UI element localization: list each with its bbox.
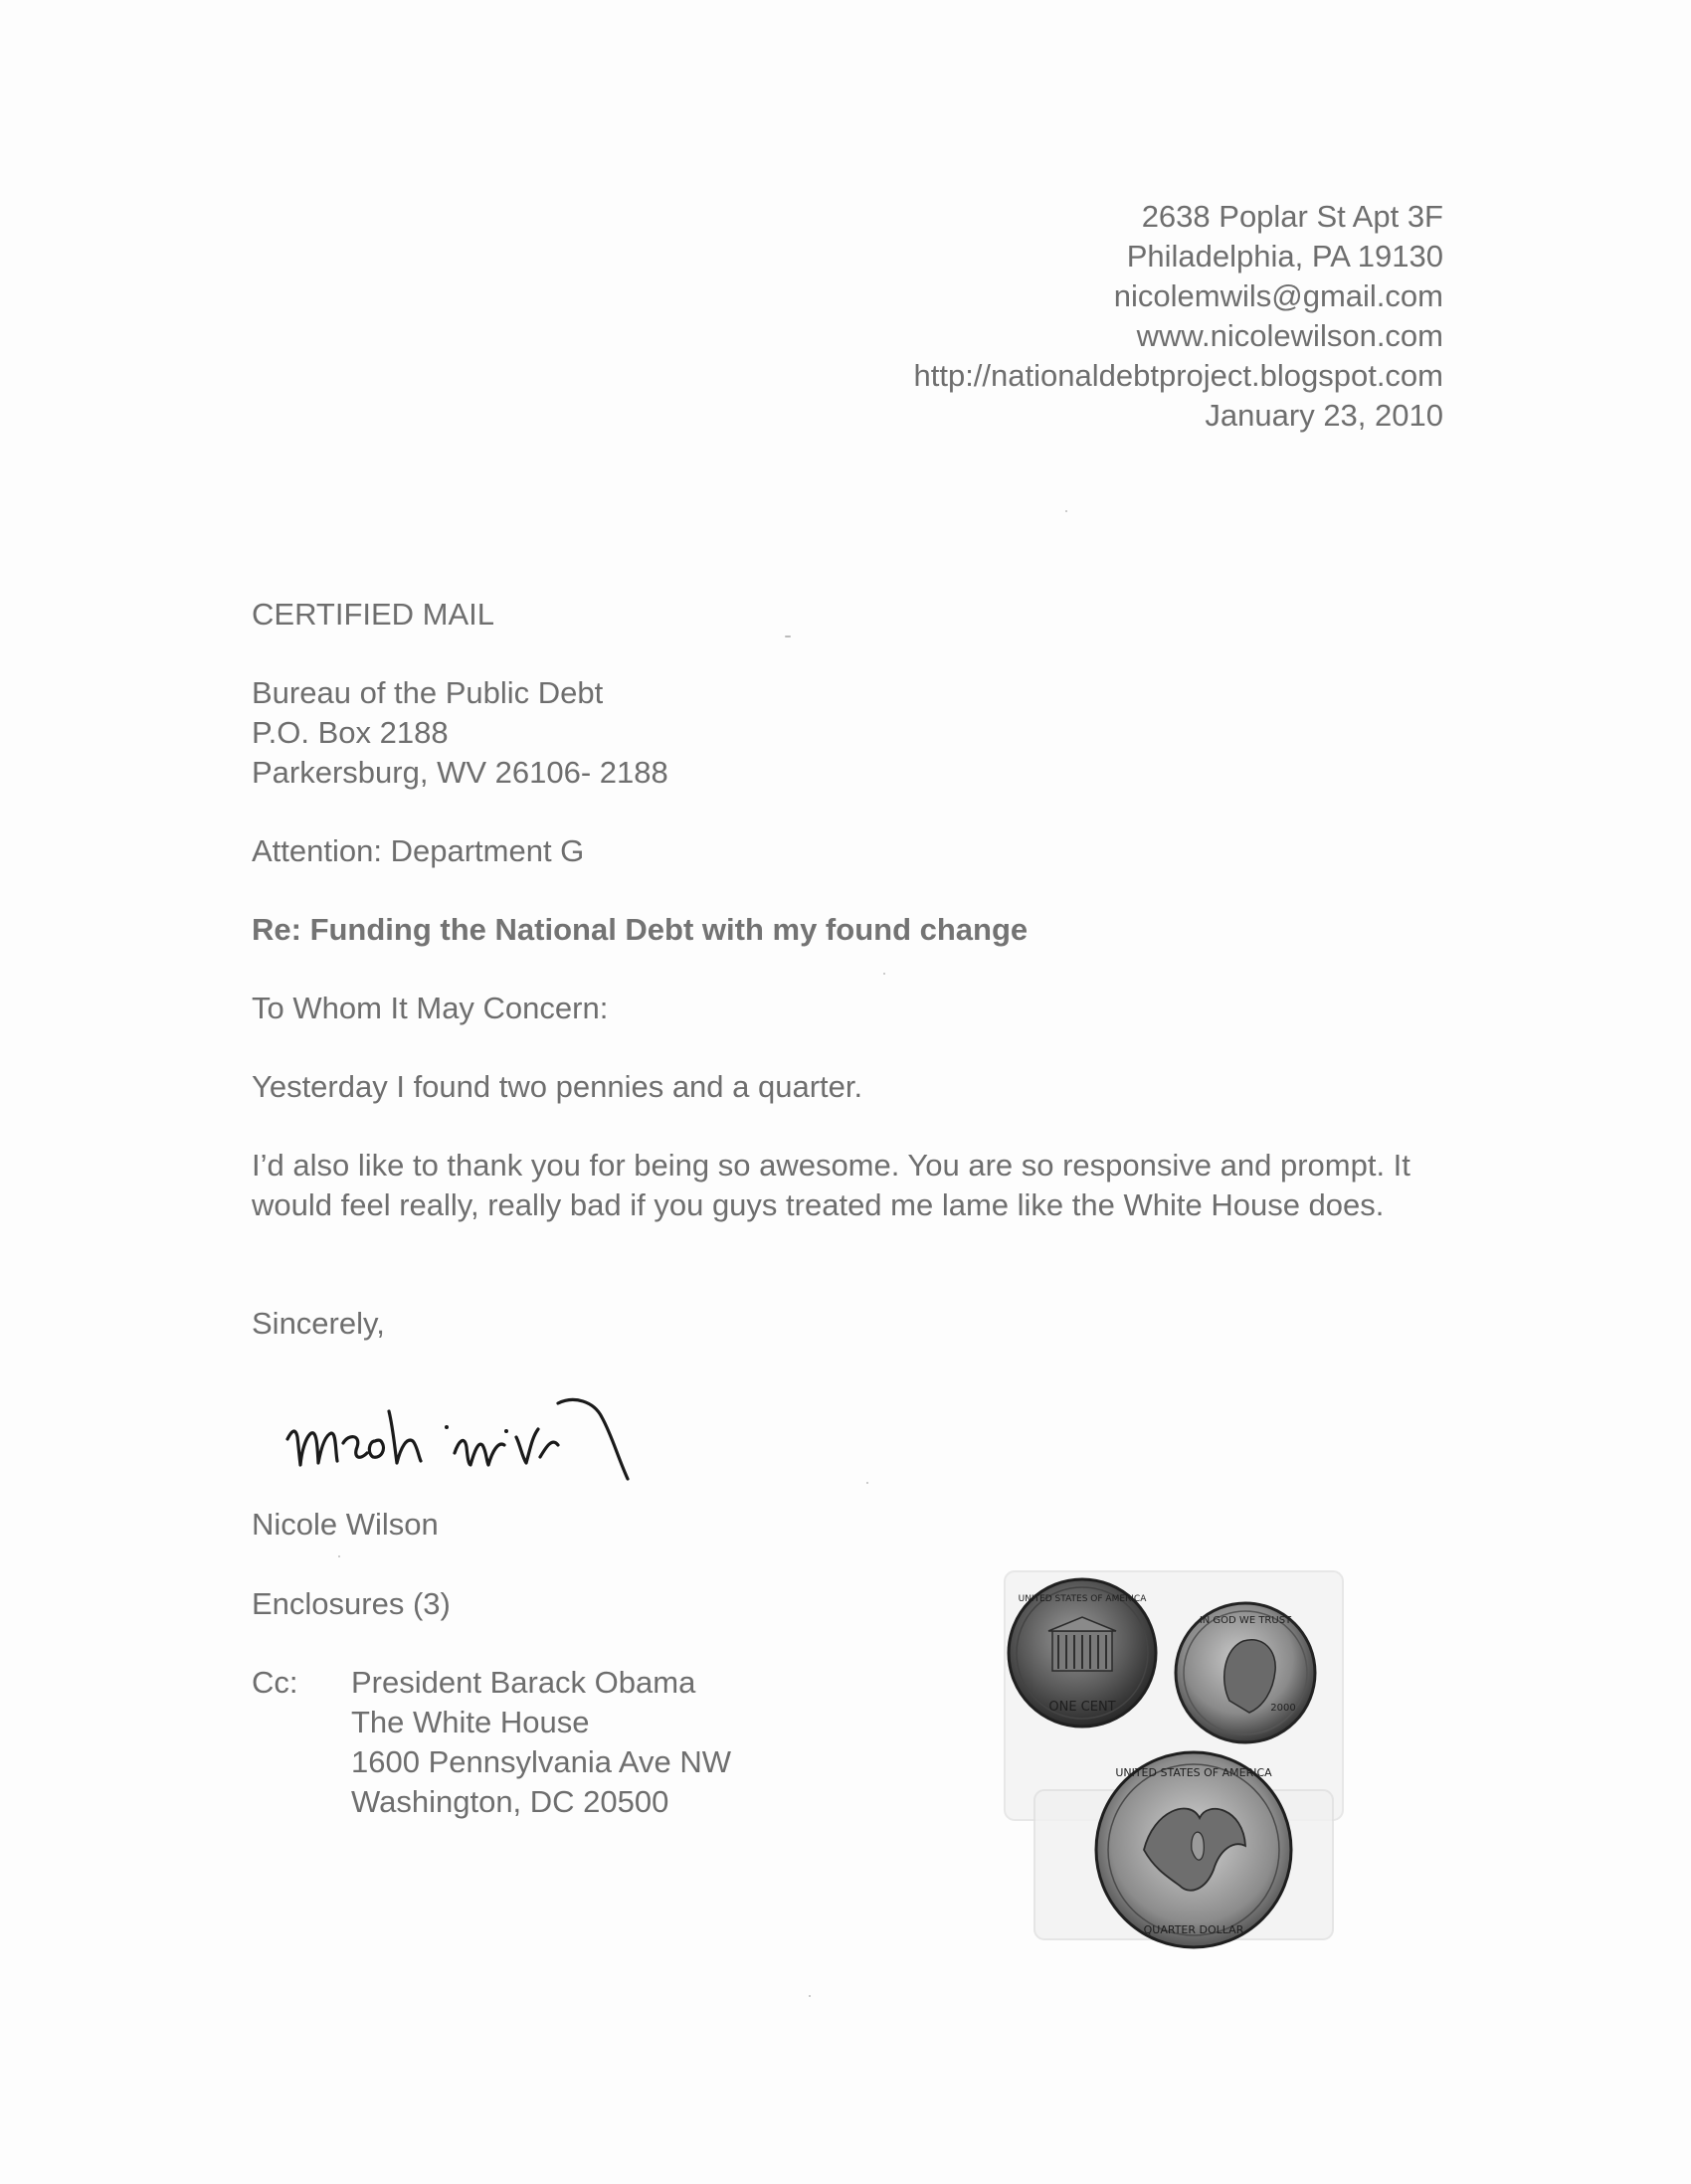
body-paragraph-2: I’d also like to thank you for being so awesome. You are so responsive and prompt. It would feel really, really bad if you guys treated me lame like the White House does. <box>252 1148 1410 1222</box>
delivery-method-block <box>252 595 494 635</box>
penny-reverse <box>1009 1579 1156 1727</box>
penny-obverse <box>1176 1603 1315 1742</box>
signer-block <box>252 1505 439 1545</box>
handwritten-signature <box>283 1387 721 1497</box>
salutation: To Whom It May Concern: <box>252 991 609 1025</box>
sender-street: 2638 Poplar St Apt 3F <box>1141 199 1443 234</box>
scan-speck <box>883 973 885 975</box>
closing-block <box>252 1304 385 1344</box>
subject-line: Re: Funding the National Debt with my found change <box>252 912 1029 947</box>
svg-text:ONE CENT: ONE CENT <box>1048 1700 1116 1715</box>
cc-line-2: The White House <box>351 1705 590 1739</box>
sender-city: Philadelphia, PA 19130 <box>1126 239 1443 273</box>
svg-text:2000: 2000 <box>1270 1703 1296 1714</box>
taped-coins <box>995 1551 1353 1969</box>
enclosures-line: Enclosures (3) <box>252 1586 451 1621</box>
svg-text:IN GOD WE TRUST: IN GOD WE TRUST <box>1199 1615 1292 1626</box>
scan-speck <box>809 1995 811 1997</box>
salutation-block <box>252 989 608 1028</box>
scan-speck <box>338 1555 340 1557</box>
recipient-city: Parkersburg, WV 26106- 2188 <box>252 755 668 790</box>
sender-website: www.nicolewilson.com <box>1136 318 1443 353</box>
letter-date: January 23, 2010 <box>1205 398 1443 433</box>
scan-speck <box>866 1482 868 1484</box>
attention-block <box>252 831 584 871</box>
cc-line-3: 1600 Pennsylvania Ave NW <box>351 1744 731 1779</box>
delivery-method: CERTIFIED MAIL <box>252 597 495 632</box>
scan-speck <box>1065 510 1067 512</box>
attention-line: Attention: Department G <box>252 833 585 868</box>
sender-blog: http://nationaldebtproject.blogspot.com <box>913 358 1443 393</box>
sender-email: nicolemwils@gmail.com <box>1113 278 1443 313</box>
enclosures-block <box>252 1584 451 1624</box>
sender-address-block <box>913 197 1443 436</box>
recipient-box: P.O. Box 2188 <box>252 715 449 750</box>
cc-address-block <box>351 1663 731 1822</box>
body-paragraph-1: Yesterday I found two pennies and a quarter. <box>252 1069 863 1104</box>
cc-label: Cc: <box>252 1665 298 1700</box>
cc-line-4: Washington, DC 20500 <box>351 1784 669 1819</box>
svg-text:UNITED STATES OF AMERICA: UNITED STATES OF AMERICA <box>1115 1766 1272 1779</box>
svg-text:QUARTER DOLLAR: QUARTER DOLLAR <box>1143 1923 1244 1936</box>
subject-block <box>252 910 1028 950</box>
signer-name: Nicole Wilson <box>252 1507 439 1542</box>
recipient-name: Bureau of the Public Debt <box>252 675 604 710</box>
quarter-coin <box>1096 1752 1291 1947</box>
recipient-address-block <box>252 673 668 793</box>
svg-text:UNITED STATES OF AMERICA: UNITED STATES OF AMERICA <box>1018 1594 1147 1604</box>
cc-line-1: President Barack Obama <box>351 1665 696 1700</box>
scan-speck <box>785 636 791 637</box>
closing: Sincerely, <box>252 1306 385 1341</box>
